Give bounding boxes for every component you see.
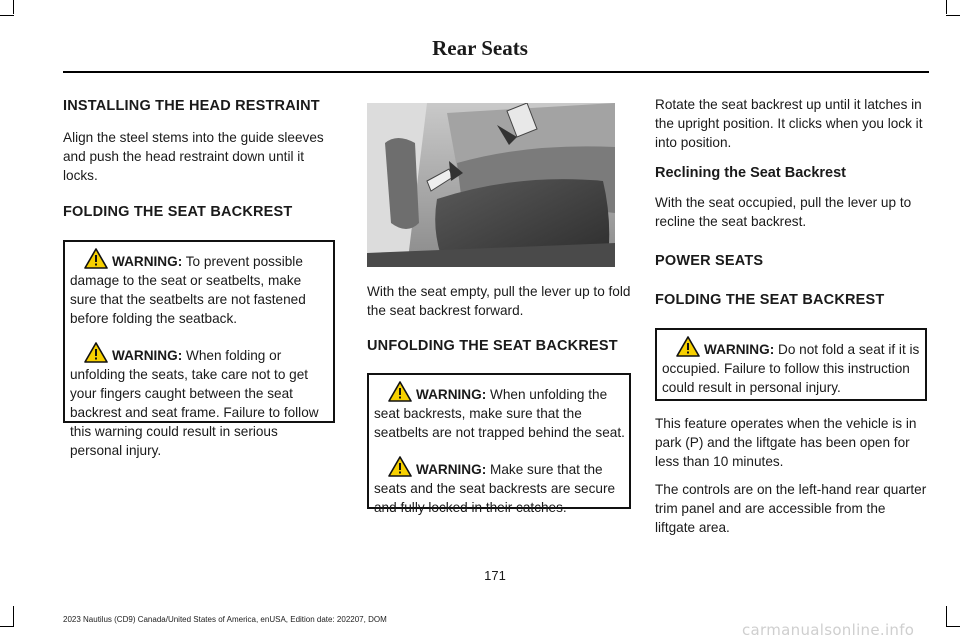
warning-item: [374, 381, 625, 442]
crop-mark-top-right: [946, 15, 960, 16]
rear-seat-image: [367, 103, 615, 267]
warning-item: [662, 336, 921, 397]
edition-footer: 2023 Nautilus (CD9) Canada/United States of America, enUSA, Edition date: 202207, DOM: [63, 615, 387, 624]
warning-text: When folding or unfolding the seats, take care not to get your fingers caught between the seat backrest and seat frame. Failure to follow this warning could result in serious personal injury.: [70, 348, 319, 458]
page-number: 171: [484, 568, 506, 583]
warning-box: [367, 373, 631, 515]
crop-mark-top-right-v: [946, 0, 947, 14]
heading-reclining-seat-backrest: Reclining the Seat Backrest: [655, 165, 846, 181]
warning-label: WARNING:: [112, 348, 183, 363]
warning-text: To prevent possible damage to the seat or seatbelts, make sure that the seatbelts are not fastened before folding the seatback.: [70, 254, 306, 326]
paragraph-installing: Align the steel stems into the guide sleeves and push the head restraint down until it locks.: [63, 130, 324, 183]
warning-item: [70, 248, 329, 328]
crop-mark-top-left-v: [13, 0, 14, 14]
crop-mark-bottom-right: [946, 626, 960, 627]
column-3: [655, 95, 927, 537]
paragraph-reclining: With the seat occupied, pull the lever up to recline the seat backrest.: [655, 195, 912, 229]
crop-mark-bottom-right-v: [946, 606, 947, 626]
warning-triangle-icon: [84, 342, 108, 363]
warning-triangle-icon: [388, 456, 412, 477]
heading-power-seats: POWER SEATS: [655, 253, 764, 269]
warning-triangle-icon: [388, 381, 412, 402]
paragraph-rotate-backrest: Rotate the seat backrest up until it latches in the upright position. It clicks when you lock it into position.: [655, 97, 923, 150]
warning-box: [63, 240, 335, 458]
paragraph-seat-empty: With the seat empty, pull the lever up to fold the seat backrest forward.: [367, 284, 631, 318]
heading-unfolding-seat-backrest: UNFOLDING THE SEAT BACKREST: [367, 338, 618, 354]
warning-item: [374, 456, 625, 517]
paragraph-feature-operates: This feature operates when the vehicle is in park (P) and the liftgate has been open for less than 10 minutes.: [655, 416, 917, 469]
watermark: carmanualsonline.info: [742, 621, 915, 639]
paragraph-controls-location: The controls are on the left-hand rear quarter trim panel and are accessible from the liftgate area.: [655, 482, 927, 535]
page-title: Rear Seats: [432, 36, 528, 60]
warning-triangle-icon: [676, 336, 700, 357]
warning-text: When unfolding the seat backrests, make sure that the seatbelts are not trapped behind the seat.: [374, 387, 625, 440]
heading-folding-seat-backrest: FOLDING THE SEAT BACKREST: [655, 292, 885, 308]
seat-backrest-illustration: [367, 103, 615, 267]
warning-label: WARNING:: [112, 254, 183, 269]
heading-folding-seat-backrest: FOLDING THE SEAT BACKREST: [63, 204, 293, 220]
warning-text: Do not fold a seat if it is occupied. Failure to follow this instruction could result in personal injury.: [662, 342, 920, 395]
crop-mark-bottom-left: [0, 626, 14, 627]
warning-label: WARNING:: [704, 342, 775, 357]
crop-mark-bottom-left-v: [13, 606, 14, 626]
warning-text: Make sure that the seats and the seat backrests are secure and fully locked in their catches.: [374, 462, 616, 515]
warning-label: WARNING:: [416, 462, 487, 477]
warning-label: WARNING:: [416, 387, 487, 402]
column-2: [367, 282, 631, 515]
warning-box: [655, 328, 927, 401]
column-1: [63, 97, 335, 458]
header-rule: [63, 71, 929, 73]
warning-triangle-icon: [84, 248, 108, 269]
crop-mark-top-left: [0, 15, 14, 16]
warning-item: [70, 342, 329, 460]
heading-installing-head-restraint: INSTALLING THE HEAD RESTRAINT: [63, 98, 320, 114]
